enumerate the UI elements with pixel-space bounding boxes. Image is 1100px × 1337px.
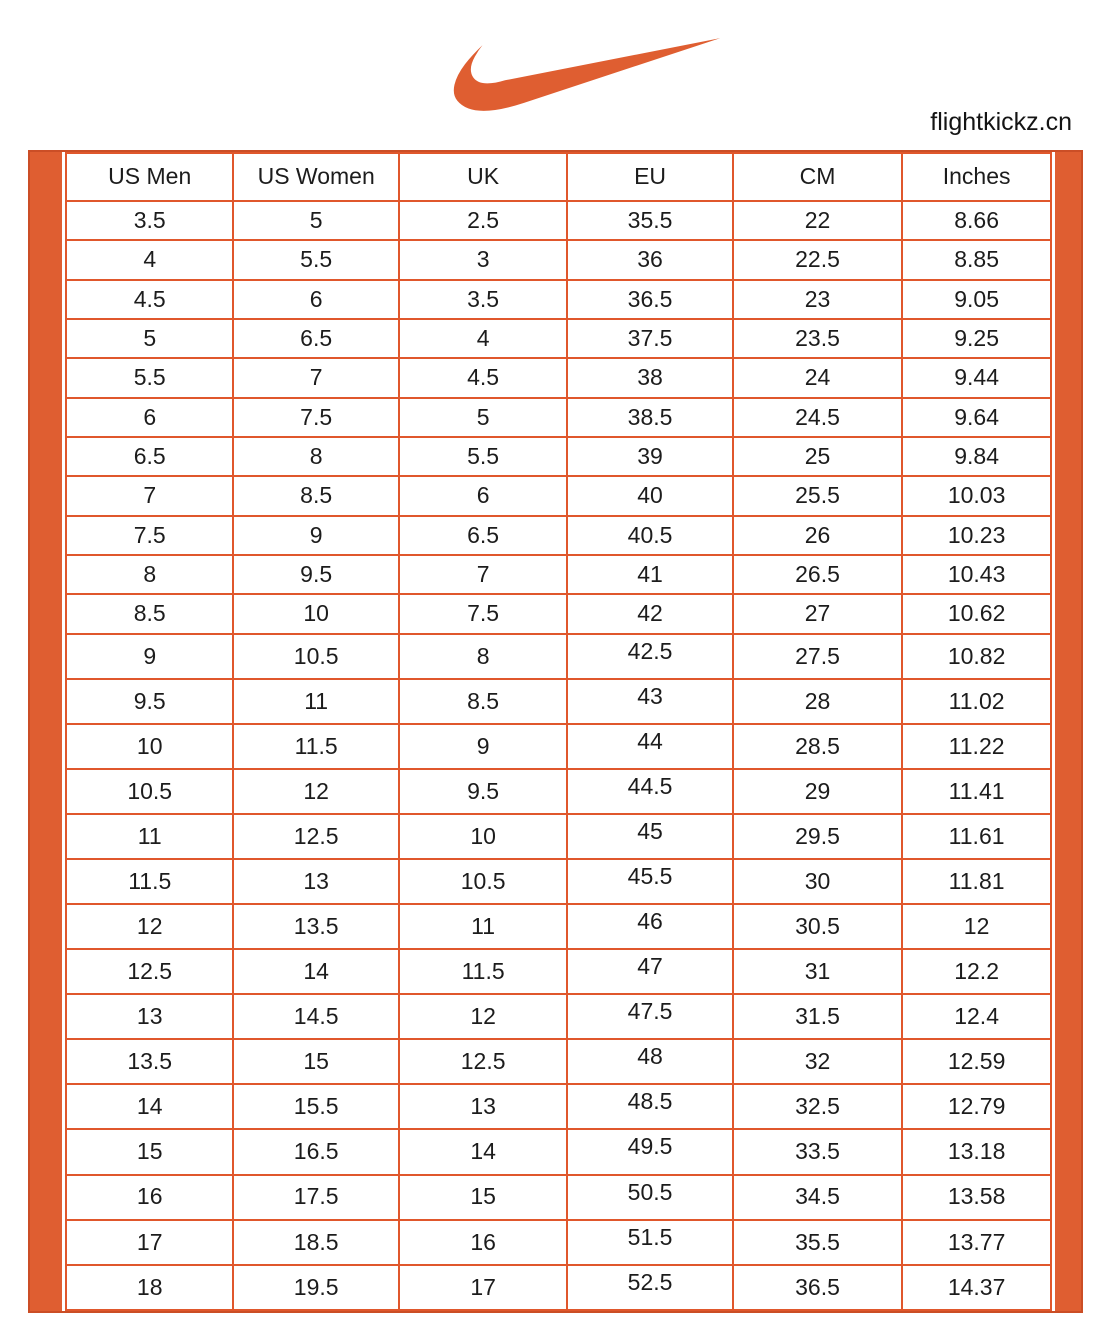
- size-cell: 5: [399, 398, 567, 437]
- size-conversion-table: [65, 152, 1052, 1311]
- size-cell: 11: [399, 904, 567, 949]
- column-header-eu: EU: [567, 153, 732, 201]
- size-cell: 43: [567, 679, 732, 724]
- size-cell: 12.59: [902, 1039, 1051, 1084]
- site-label: flightkickz.cn: [930, 108, 1072, 136]
- size-cell: 51.5: [567, 1220, 732, 1265]
- size-cell: 10: [399, 814, 567, 859]
- size-cell: 5.5: [233, 240, 398, 279]
- table-row: [66, 437, 1051, 476]
- size-cell: 13.58: [902, 1175, 1051, 1220]
- size-cell: 4.5: [66, 280, 233, 319]
- size-cell: 12: [399, 994, 567, 1039]
- size-cell: 46: [567, 904, 732, 949]
- table-row: [66, 814, 1051, 859]
- header-row: [66, 153, 1051, 201]
- size-cell: 10.43: [902, 555, 1051, 594]
- column-header-cm: CM: [733, 153, 902, 201]
- size-cell: 40: [567, 476, 732, 515]
- size-cell: 35.5: [567, 201, 732, 240]
- size-cell: 23.5: [733, 319, 902, 358]
- size-cell: 12.5: [399, 1039, 567, 1084]
- table-row: [66, 358, 1051, 397]
- size-cell: 9.25: [902, 319, 1051, 358]
- size-cell: 10.5: [66, 769, 233, 814]
- size-cell: 37.5: [567, 319, 732, 358]
- size-cell: 4.5: [399, 358, 567, 397]
- size-cell: 10.62: [902, 594, 1051, 633]
- size-cell: 10.5: [233, 634, 398, 679]
- nike-swoosh-path: [454, 38, 720, 111]
- size-cell: 14.37: [902, 1265, 1051, 1310]
- size-cell: 13.5: [66, 1039, 233, 1084]
- size-cell: 18: [66, 1265, 233, 1310]
- size-cell: 12: [233, 769, 398, 814]
- size-cell: 9: [66, 634, 233, 679]
- size-cell: 39: [567, 437, 732, 476]
- size-cell: 52.5: [567, 1265, 732, 1310]
- size-cell: 9.84: [902, 437, 1051, 476]
- column-header-us-women: US Women: [233, 153, 398, 201]
- size-cell: 45: [567, 814, 732, 859]
- size-cell: 11.02: [902, 679, 1051, 724]
- size-cell: 10.03: [902, 476, 1051, 515]
- size-cell: 22.5: [733, 240, 902, 279]
- size-cell: 12.2: [902, 949, 1051, 994]
- size-cell: 16.5: [233, 1129, 398, 1174]
- size-cell: 14: [233, 949, 398, 994]
- size-cell: 14: [66, 1084, 233, 1129]
- size-cell: 8.5: [66, 594, 233, 633]
- size-cell: 47: [567, 949, 732, 994]
- size-cell: 50.5: [567, 1175, 732, 1220]
- size-cell: 9: [233, 516, 398, 555]
- size-cell: 6.5: [399, 516, 567, 555]
- size-cell: 11.5: [399, 949, 567, 994]
- size-cell: 14: [399, 1129, 567, 1174]
- size-cell: 17: [66, 1220, 233, 1265]
- size-cell: 24: [733, 358, 902, 397]
- size-cell: 5: [66, 319, 233, 358]
- size-cell: 28.5: [733, 724, 902, 769]
- size-cell: 13: [233, 859, 398, 904]
- table-row: [66, 724, 1051, 769]
- size-cell: 32: [733, 1039, 902, 1084]
- size-cell: 15: [66, 1129, 233, 1174]
- size-cell: 27: [733, 594, 902, 633]
- size-cell: 3.5: [66, 201, 233, 240]
- size-cell: 13: [66, 994, 233, 1039]
- table-row: [66, 1039, 1051, 1084]
- size-cell: 48: [567, 1039, 732, 1084]
- size-cell: 36: [567, 240, 732, 279]
- size-cell: 18.5: [233, 1220, 398, 1265]
- size-cell: 8: [233, 437, 398, 476]
- size-cell: 11.41: [902, 769, 1051, 814]
- table-row: [66, 555, 1051, 594]
- size-cell: 24.5: [733, 398, 902, 437]
- size-cell: 26: [733, 516, 902, 555]
- size-cell: 17.5: [233, 1175, 398, 1220]
- size-cell: 8: [66, 555, 233, 594]
- size-cell: 9.5: [66, 679, 233, 724]
- size-cell: 8.5: [399, 679, 567, 724]
- size-cell: 13.5: [233, 904, 398, 949]
- size-cell: 38.5: [567, 398, 732, 437]
- size-cell: 12: [902, 904, 1051, 949]
- size-cell: 33.5: [733, 1129, 902, 1174]
- size-cell: 40.5: [567, 516, 732, 555]
- table-row: [66, 994, 1051, 1039]
- size-cell: 8.85: [902, 240, 1051, 279]
- size-cell: 11.22: [902, 724, 1051, 769]
- size-cell: 10: [233, 594, 398, 633]
- size-cell: 5: [233, 201, 398, 240]
- nike-swoosh-icon: [452, 26, 722, 123]
- table-row: [66, 634, 1051, 679]
- table-row: [66, 280, 1051, 319]
- size-cell: 5.5: [66, 358, 233, 397]
- size-cell: 11.5: [233, 724, 398, 769]
- size-cell: 12.5: [66, 949, 233, 994]
- size-cell: 15: [399, 1175, 567, 1220]
- table-row: [66, 1129, 1051, 1174]
- size-cell: 28: [733, 679, 902, 724]
- size-cell: 36.5: [733, 1265, 902, 1310]
- size-cell: 6: [233, 280, 398, 319]
- table-row: [66, 201, 1051, 240]
- size-cell: 6.5: [233, 319, 398, 358]
- table-row: [66, 769, 1051, 814]
- size-table-frame: [28, 150, 1083, 1313]
- size-cell: 11.61: [902, 814, 1051, 859]
- size-cell: 48.5: [567, 1084, 732, 1129]
- size-cell: 17: [399, 1265, 567, 1310]
- column-header-uk: UK: [399, 153, 567, 201]
- table-row: [66, 476, 1051, 515]
- size-cell: 27.5: [733, 634, 902, 679]
- table-body: [66, 201, 1051, 1310]
- size-cell: 6.5: [66, 437, 233, 476]
- table-row: [66, 859, 1051, 904]
- size-cell: 30: [733, 859, 902, 904]
- size-cell: 6: [66, 398, 233, 437]
- size-cell: 13.18: [902, 1129, 1051, 1174]
- size-cell: 9.05: [902, 280, 1051, 319]
- size-cell: 10: [66, 724, 233, 769]
- table-row: [66, 679, 1051, 724]
- size-cell: 11: [66, 814, 233, 859]
- size-cell: 16: [66, 1175, 233, 1220]
- size-cell: 9.64: [902, 398, 1051, 437]
- size-cell: 42: [567, 594, 732, 633]
- size-cell: 13.77: [902, 1220, 1051, 1265]
- right-orange-rail: [1055, 152, 1081, 1311]
- size-cell: 31.5: [733, 994, 902, 1039]
- size-cell: 9: [399, 724, 567, 769]
- size-cell: 12.5: [233, 814, 398, 859]
- size-cell: 14.5: [233, 994, 398, 1039]
- size-cell: 10.5: [399, 859, 567, 904]
- size-cell: 25.5: [733, 476, 902, 515]
- size-cell: 7.5: [233, 398, 398, 437]
- size-cell: 7: [66, 476, 233, 515]
- size-cell: 3.5: [399, 280, 567, 319]
- size-cell: 30.5: [733, 904, 902, 949]
- size-cell: 2.5: [399, 201, 567, 240]
- size-cell: 25: [733, 437, 902, 476]
- table-header: [66, 153, 1051, 201]
- size-cell: 15.5: [233, 1084, 398, 1129]
- size-cell: 11: [233, 679, 398, 724]
- size-cell: 4: [399, 319, 567, 358]
- table-row: [66, 319, 1051, 358]
- size-cell: 42.5: [567, 634, 732, 679]
- size-cell: 47.5: [567, 994, 732, 1039]
- size-cell: 9.44: [902, 358, 1051, 397]
- size-cell: 7.5: [66, 516, 233, 555]
- table-row: [66, 1084, 1051, 1129]
- size-cell: 7.5: [399, 594, 567, 633]
- table-row: [66, 1265, 1051, 1310]
- table-row: [66, 949, 1051, 994]
- table-area: [62, 152, 1055, 1311]
- size-cell: 6: [399, 476, 567, 515]
- size-cell: 12: [66, 904, 233, 949]
- table-row: [66, 1175, 1051, 1220]
- size-cell: 9.5: [233, 555, 398, 594]
- size-cell: 41: [567, 555, 732, 594]
- size-cell: 12.4: [902, 994, 1051, 1039]
- size-cell: 8: [399, 634, 567, 679]
- size-cell: 10.23: [902, 516, 1051, 555]
- size-cell: 26.5: [733, 555, 902, 594]
- size-cell: 10.82: [902, 634, 1051, 679]
- size-cell: 9.5: [399, 769, 567, 814]
- table-row: [66, 904, 1051, 949]
- size-cell: 45.5: [567, 859, 732, 904]
- size-cell: 44: [567, 724, 732, 769]
- size-cell: 19.5: [233, 1265, 398, 1310]
- size-cell: 11.81: [902, 859, 1051, 904]
- size-cell: 22: [733, 201, 902, 240]
- size-cell: 31: [733, 949, 902, 994]
- column-header-inches: Inches: [902, 153, 1051, 201]
- table-row: [66, 398, 1051, 437]
- size-cell: 4: [66, 240, 233, 279]
- table-row: [66, 594, 1051, 633]
- size-cell: 11.5: [66, 859, 233, 904]
- size-cell: 7: [233, 358, 398, 397]
- size-cell: 16: [399, 1220, 567, 1265]
- size-cell: 29.5: [733, 814, 902, 859]
- size-cell: 15: [233, 1039, 398, 1084]
- table-row: [66, 1220, 1051, 1265]
- size-cell: 8.66: [902, 201, 1051, 240]
- size-cell: 35.5: [733, 1220, 902, 1265]
- size-cell: 36.5: [567, 280, 732, 319]
- size-cell: 32.5: [733, 1084, 902, 1129]
- size-cell: 3: [399, 240, 567, 279]
- table-row: [66, 516, 1051, 555]
- size-cell: 5.5: [399, 437, 567, 476]
- table-row: [66, 240, 1051, 279]
- size-cell: 44.5: [567, 769, 732, 814]
- size-cell: 13: [399, 1084, 567, 1129]
- left-orange-rail: [30, 152, 62, 1311]
- size-cell: 29: [733, 769, 902, 814]
- size-cell: 23: [733, 280, 902, 319]
- size-cell: 7: [399, 555, 567, 594]
- size-cell: 34.5: [733, 1175, 902, 1220]
- size-cell: 12.79: [902, 1084, 1051, 1129]
- size-cell: 38: [567, 358, 732, 397]
- size-cell: 8.5: [233, 476, 398, 515]
- column-header-us-men: US Men: [66, 153, 233, 201]
- size-cell: 49.5: [567, 1129, 732, 1174]
